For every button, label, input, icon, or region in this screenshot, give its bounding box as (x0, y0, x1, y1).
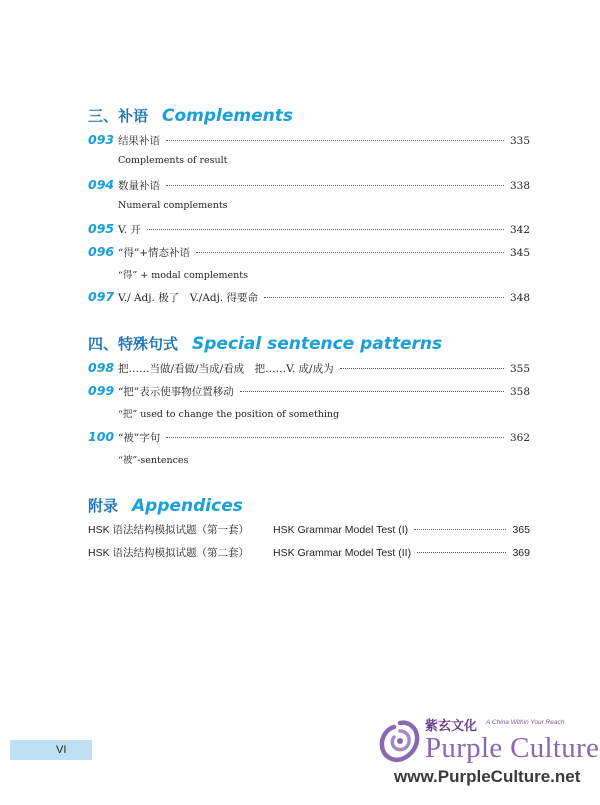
entry-page: 362 (509, 432, 530, 444)
appendix-title-en: HSK Grammar Model Test (II) (273, 547, 412, 559)
page-number-tab: VI (10, 740, 92, 760)
section-title-en: Appendices (132, 496, 243, 516)
entry-subtitle-099: “把” used to change the position of something (118, 409, 340, 420)
entry-title: V./ Adj. 极了 V./Adj. 得要命 (118, 292, 259, 304)
section-title-en: Complements (162, 106, 294, 126)
entry-title: V. 开 (118, 224, 141, 236)
entry-title: “把”表示使事物位置移动 (118, 386, 234, 398)
entry-number: 096 (88, 244, 115, 259)
section-title-en: Special sentence patterns (192, 334, 443, 354)
leader-dots (240, 391, 504, 392)
entry-title: “得”+情态补语 (118, 247, 191, 259)
entry-page: 355 (509, 363, 530, 375)
leader-dots (166, 140, 504, 141)
watermark-cn: 紫玄文化 (425, 719, 478, 734)
entry-title: “被”字句 (118, 432, 161, 444)
watermark-brand: Purple Culture (425, 732, 600, 764)
toc-entry-100[interactable] (88, 429, 530, 445)
leader-dots (340, 368, 504, 369)
watermark (378, 715, 600, 795)
entry-subtitle-100: “被”-sentences (118, 455, 189, 466)
section-title-cn: 四、特殊句式 (88, 335, 179, 353)
entry-page: 345 (509, 247, 530, 259)
entry-title: 把……当做/看做/当成/看成 把……V. 成/成为 (118, 363, 334, 375)
entry-number: 097 (88, 289, 115, 304)
entry-title: 结果补语 (118, 135, 160, 147)
section-header-special-patterns (88, 333, 442, 354)
entry-page: 338 (509, 180, 530, 192)
entry-page: 342 (509, 224, 530, 236)
toc-entry-097[interactable] (88, 289, 530, 305)
appendix-title-cn: HSK 语法结构模拟试题（第一套） (88, 524, 250, 536)
toc-entry-099[interactable] (88, 383, 530, 399)
section-title-cn: 三、补语 (88, 107, 149, 125)
leader-dots (147, 229, 504, 230)
section-title-cn: 附录 (88, 497, 119, 515)
section-header-appendices (88, 495, 243, 516)
toc-entry-093[interactable] (88, 132, 530, 148)
entry-number: 099 (88, 383, 115, 398)
entry-number: 100 (88, 429, 115, 444)
toc-entry-096[interactable] (88, 244, 530, 260)
watermark-url: www.PurpleCulture.net (394, 767, 581, 786)
flower-logo-icon (378, 719, 422, 765)
entry-number: 095 (88, 221, 115, 236)
appendix-entry-2[interactable] (88, 545, 530, 561)
watermark-tagline: A China Within Your Reach (486, 719, 565, 726)
leader-dots (166, 185, 504, 186)
entry-page: 348 (509, 292, 530, 304)
toc-entry-095[interactable] (88, 221, 530, 237)
entry-number: 098 (88, 360, 115, 375)
section-header-complements (88, 105, 293, 126)
appendix-page: 369 (512, 547, 530, 559)
leader-dots (417, 552, 506, 553)
entry-title: 数量补语 (118, 180, 160, 192)
entry-subtitle-093: Complements of result (118, 155, 228, 166)
toc-entry-094[interactable] (88, 177, 530, 193)
entry-number: 094 (88, 177, 115, 192)
toc-entry-098[interactable] (88, 360, 530, 376)
entry-subtitle-096: “得” + modal complements (118, 270, 248, 281)
leader-dots (166, 437, 504, 438)
appendix-title-cn: HSK 语法结构模拟试题（第二套） (88, 547, 250, 559)
leader-dots (264, 297, 504, 298)
entry-subtitle-094: Numeral complements (118, 200, 228, 211)
entry-page: 358 (509, 386, 530, 398)
entry-number: 093 (88, 132, 115, 147)
appendix-title-en: HSK Grammar Model Test (I) (273, 524, 409, 536)
leader-dots (196, 252, 504, 253)
leader-dots (414, 529, 506, 530)
appendix-page: 365 (512, 524, 530, 536)
appendix-entry-1[interactable] (88, 522, 530, 538)
entry-page: 335 (509, 135, 530, 147)
